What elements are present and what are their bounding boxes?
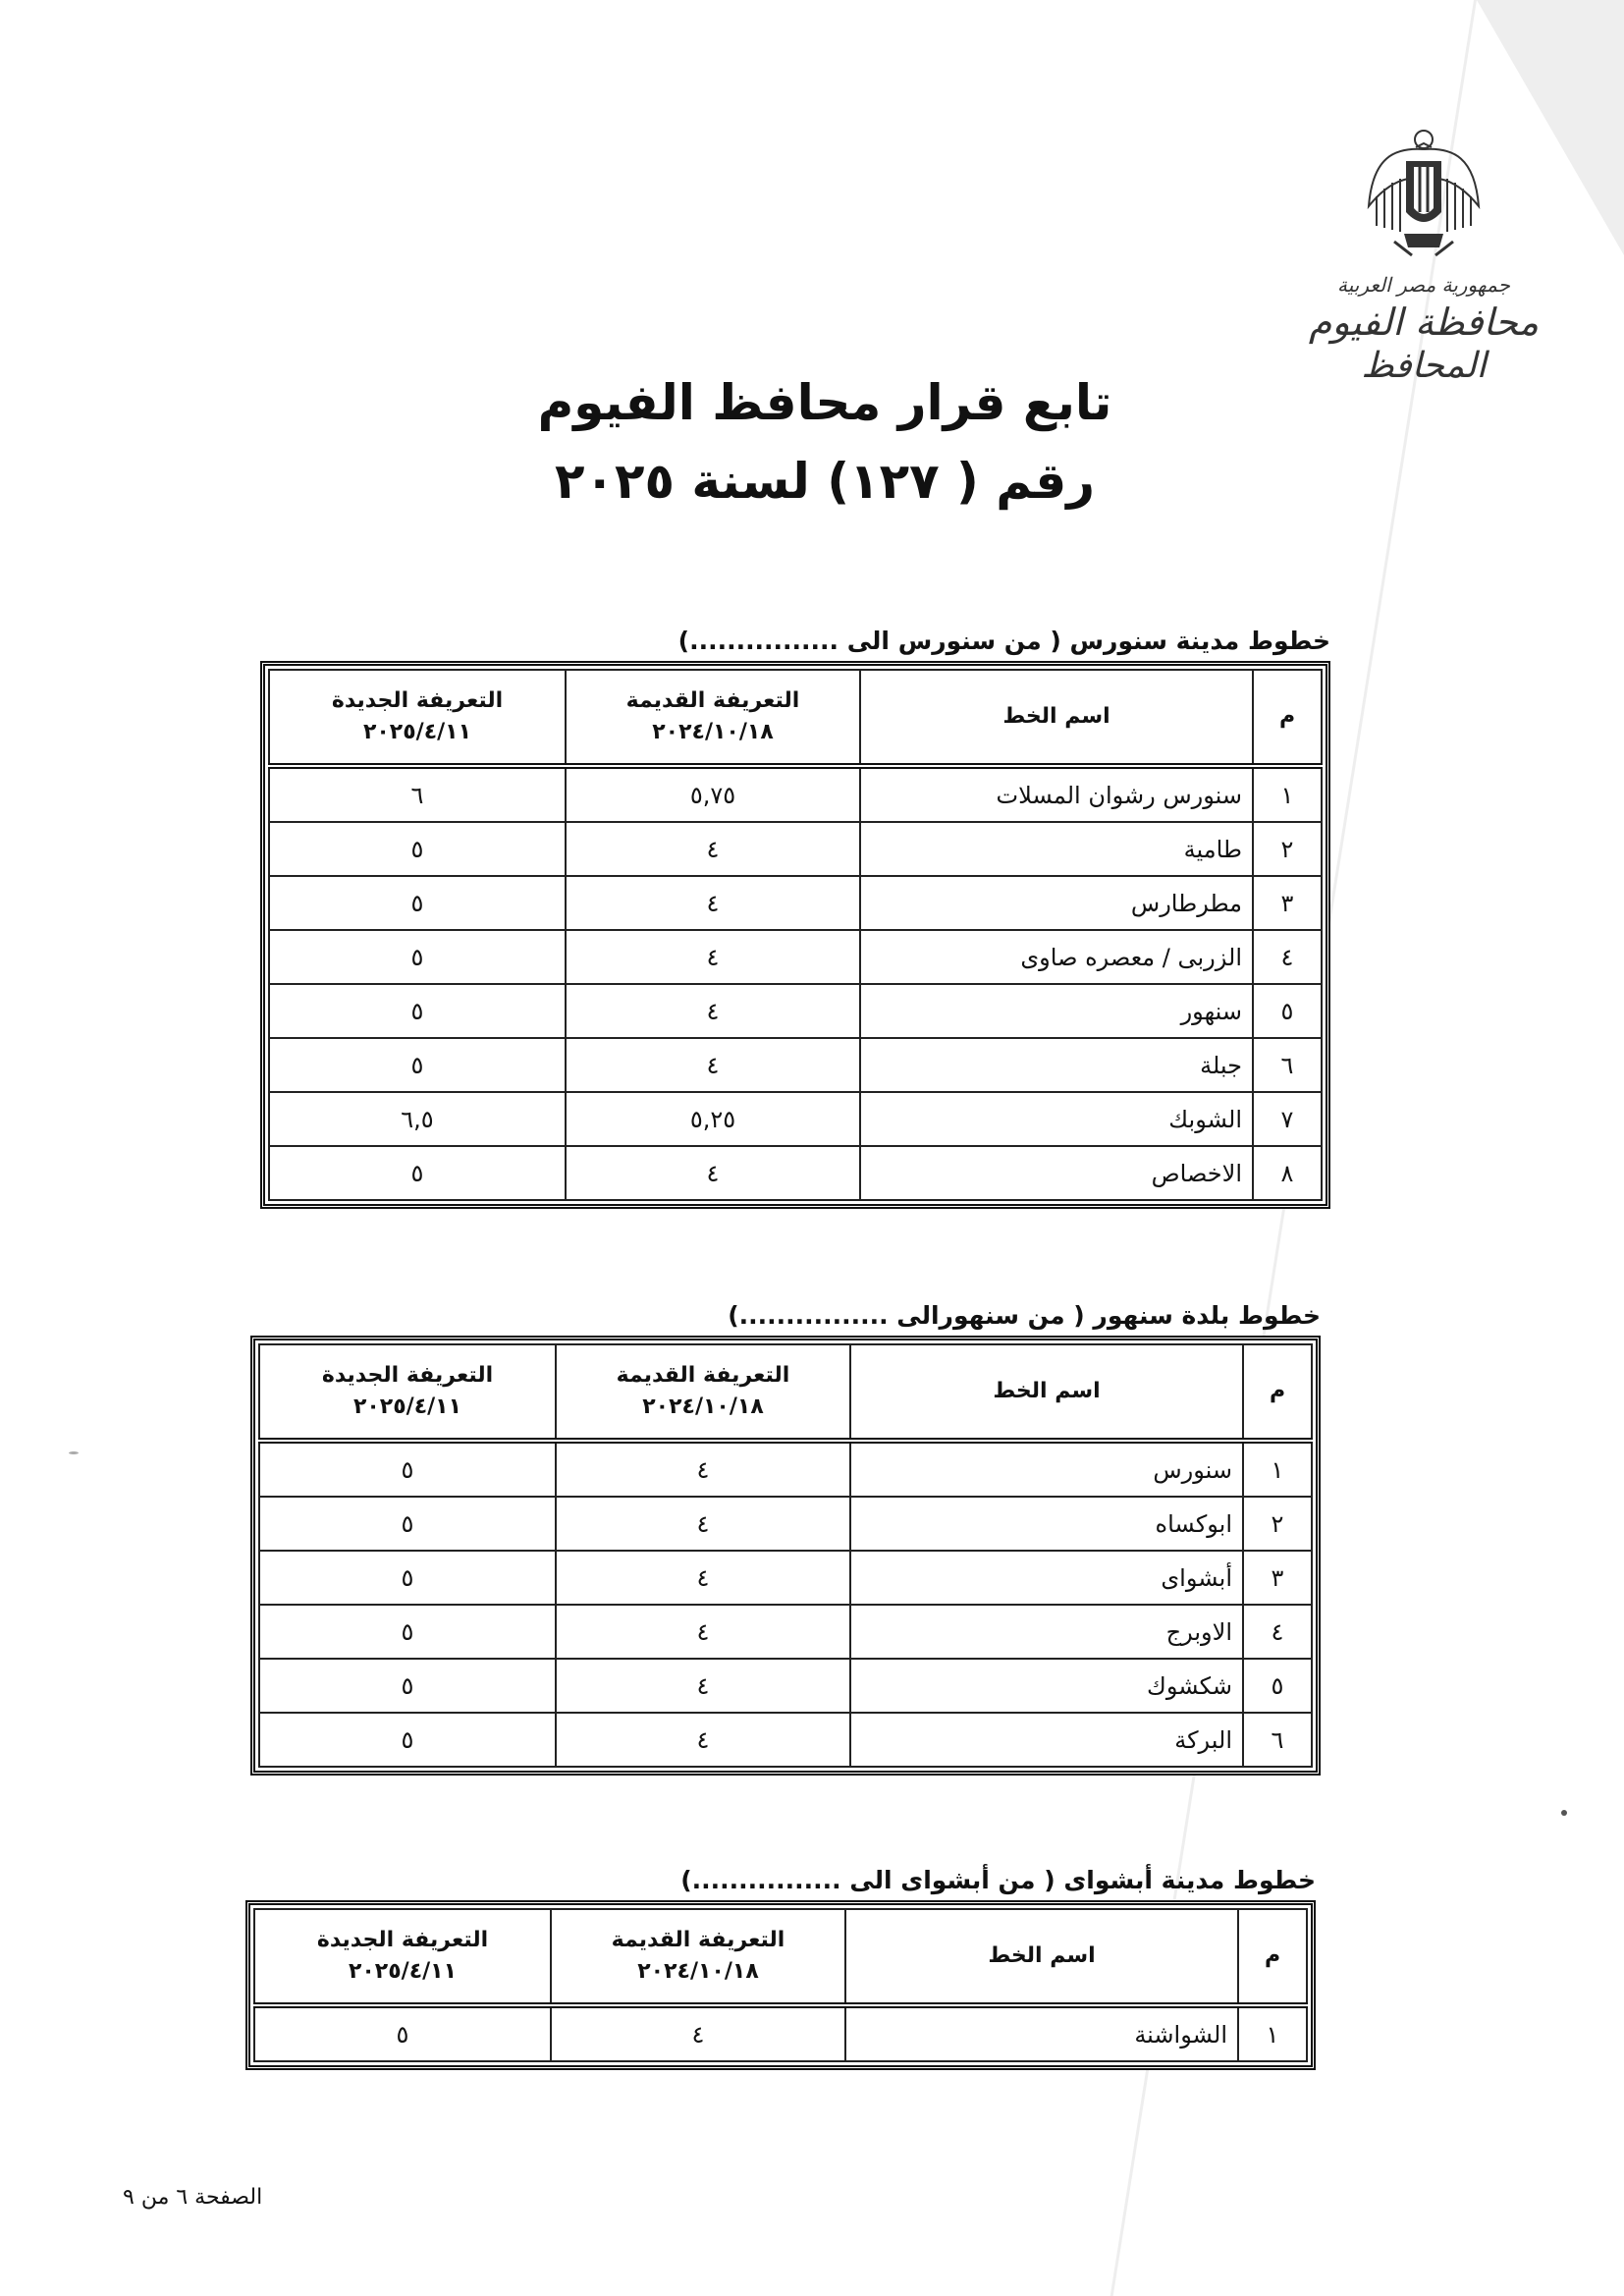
route-name: شكشوك xyxy=(850,1659,1243,1713)
row-num: ٤ xyxy=(1243,1605,1312,1659)
header-num: م xyxy=(1238,1909,1307,2005)
row-num: ٧ xyxy=(1253,1092,1322,1146)
section-ibshaway-city-routes xyxy=(245,1866,1316,2070)
table-row xyxy=(269,1092,1322,1146)
table-row xyxy=(269,984,1322,1038)
row-num: ٥ xyxy=(1243,1659,1312,1713)
old-fare: ٤ xyxy=(551,2005,845,2061)
new-fare: ٦ xyxy=(269,766,566,822)
route-name: مطرطارس xyxy=(860,876,1253,930)
table-header-row xyxy=(254,1909,1307,2005)
section-sanhour-city-routes xyxy=(260,627,1330,1209)
page-number: الصفحة ٦ من ٩ xyxy=(123,2185,263,2210)
old-fare: ٤ xyxy=(566,930,860,984)
old-fare: ٤ xyxy=(566,876,860,930)
table-row xyxy=(259,1605,1312,1659)
new-fare: ٥ xyxy=(259,1551,556,1605)
header-new-fare xyxy=(269,670,566,766)
old-fare: ٤ xyxy=(556,1497,850,1551)
new-fare: ٥ xyxy=(254,2005,551,2061)
route-name: سنورس رشوان المسلات xyxy=(860,766,1253,822)
new-fare: ٥ xyxy=(269,930,566,984)
header-old-fare-title: التعريفة القديمة xyxy=(616,1363,790,1388)
old-fare: ٥,٧٥ xyxy=(566,766,860,822)
section-heading: خطوط بلدة سنهور ( من سنهورالى ................) xyxy=(728,1301,1321,1330)
route-name: الزربى / معصره صاوى xyxy=(860,930,1253,984)
new-fare: ٥ xyxy=(269,876,566,930)
header-num: م xyxy=(1243,1344,1312,1441)
table-row xyxy=(269,766,1322,822)
new-fare: ٥ xyxy=(269,1038,566,1092)
rates-table-frame xyxy=(260,661,1330,1209)
table-row xyxy=(259,1497,1312,1551)
route-name: الشواشنة xyxy=(845,2005,1238,2061)
row-num: ٣ xyxy=(1243,1551,1312,1605)
header-num: م xyxy=(1253,670,1322,766)
rates-table xyxy=(258,1343,1313,1768)
header-old-fare xyxy=(556,1344,850,1441)
letterhead-country: جمهورية مصر العربية xyxy=(1337,273,1510,297)
table-row xyxy=(269,1146,1322,1200)
route-name: الاخصاص xyxy=(860,1146,1253,1200)
header-old-fare-title: التعريفة القديمة xyxy=(611,1928,785,1952)
header-old-fare xyxy=(551,1909,845,2005)
rates-table-frame xyxy=(250,1336,1321,1776)
old-fare: ٤ xyxy=(566,1038,860,1092)
row-num: ١ xyxy=(1253,766,1322,822)
header-new-fare-title: التعريفة الجديدة xyxy=(316,1928,489,1952)
route-name: البركة xyxy=(850,1713,1243,1767)
letterhead xyxy=(1306,118,1542,432)
rates-table xyxy=(268,669,1323,1201)
header-new-fare xyxy=(254,1909,551,2005)
table-row xyxy=(259,1713,1312,1767)
route-name: جبلة xyxy=(860,1038,1253,1092)
new-fare: ٥ xyxy=(269,822,566,876)
new-fare: ٥ xyxy=(259,1659,556,1713)
row-num: ٢ xyxy=(1253,822,1322,876)
table-row xyxy=(269,876,1322,930)
header-old-fare-date: ٢٠٢٤/١٠/١٨ xyxy=(652,720,774,744)
new-fare: ٥ xyxy=(259,1497,556,1551)
row-num: ٤ xyxy=(1253,930,1322,984)
route-name: الشوبك xyxy=(860,1092,1253,1146)
new-fare: ٥ xyxy=(259,1605,556,1659)
table-row xyxy=(269,930,1322,984)
route-name: ابوكساه xyxy=(850,1497,1243,1551)
header-new-fare-title: التعريفة الجديدة xyxy=(321,1363,494,1388)
route-name: سنهور xyxy=(860,984,1253,1038)
new-fare: ٥ xyxy=(269,1146,566,1200)
route-name: أبشواى xyxy=(850,1551,1243,1605)
table-row xyxy=(254,2005,1307,2061)
route-name: سنورس xyxy=(850,1441,1243,1497)
section-heading: خطوط مدينة أبشواى ( من أبشواى الى ................) xyxy=(680,1866,1316,1894)
rates-table-frame xyxy=(245,1900,1316,2070)
table-row xyxy=(259,1441,1312,1497)
scan-speck xyxy=(1561,1810,1567,1816)
document-title xyxy=(471,363,1178,520)
header-route-name: اسم الخط xyxy=(860,670,1253,766)
egypt-eagle-emblem-icon xyxy=(1365,118,1483,265)
table-row xyxy=(269,822,1322,876)
old-fare: ٤ xyxy=(566,1146,860,1200)
title-line-2: رقم ( ١٢٧) لسنة ٢٠٢٥ xyxy=(554,453,1096,510)
header-new-fare xyxy=(259,1344,556,1441)
old-fare: ٤ xyxy=(556,1659,850,1713)
letterhead-office: المحافظ xyxy=(1361,346,1487,386)
table-header-row xyxy=(259,1344,1312,1441)
table-row xyxy=(259,1659,1312,1713)
header-new-fare-date: ٢٠٢٥/٤/١١ xyxy=(352,1394,462,1419)
old-fare: ٤ xyxy=(556,1551,850,1605)
table-row xyxy=(269,1038,1322,1092)
old-fare: ٤ xyxy=(556,1605,850,1659)
header-old-fare-date: ٢٠٢٤/١٠/١٨ xyxy=(642,1394,764,1419)
header-new-fare-date: ٢٠٢٥/٤/١١ xyxy=(362,720,472,744)
old-fare: ٤ xyxy=(566,822,860,876)
row-num: ٢ xyxy=(1243,1497,1312,1551)
scan-speck xyxy=(69,1451,79,1454)
row-num: ١ xyxy=(1243,1441,1312,1497)
new-fare: ٥ xyxy=(259,1441,556,1497)
old-fare: ٤ xyxy=(556,1713,850,1767)
section-sanhour-village-routes xyxy=(250,1301,1321,1776)
old-fare: ٤ xyxy=(556,1441,850,1497)
route-name: طامية xyxy=(860,822,1253,876)
header-old-fare-date: ٢٠٢٤/١٠/١٨ xyxy=(637,1959,759,1984)
header-route-name: اسم الخط xyxy=(845,1909,1238,2005)
title-line-1: تابع قرار محافظ الفيوم xyxy=(537,374,1112,431)
header-old-fare xyxy=(566,670,860,766)
row-num: ٣ xyxy=(1253,876,1322,930)
old-fare: ٥,٢٥ xyxy=(566,1092,860,1146)
row-num: ٨ xyxy=(1253,1146,1322,1200)
new-fare: ٥ xyxy=(269,984,566,1038)
rates-table xyxy=(253,1908,1308,2062)
table-header-row xyxy=(269,670,1322,766)
new-fare: ٥ xyxy=(259,1713,556,1767)
header-new-fare-date: ٢٠٢٥/٤/١١ xyxy=(348,1959,458,1984)
row-num: ١ xyxy=(1238,2005,1307,2061)
letterhead-governorate: محافظة الفيوم xyxy=(1308,301,1540,344)
row-num: ٥ xyxy=(1253,984,1322,1038)
row-num: ٦ xyxy=(1243,1713,1312,1767)
old-fare: ٤ xyxy=(566,984,860,1038)
route-name: الاوبرج xyxy=(850,1605,1243,1659)
header-route-name: اسم الخط xyxy=(850,1344,1243,1441)
header-old-fare-title: التعريفة القديمة xyxy=(625,688,800,713)
row-num: ٦ xyxy=(1253,1038,1322,1092)
header-new-fare-title: التعريفة الجديدة xyxy=(331,688,504,713)
section-heading: خطوط مدينة سنورس ( من سنورس الى ................) xyxy=(677,627,1330,655)
new-fare: ٦,٥ xyxy=(269,1092,566,1146)
table-row xyxy=(259,1551,1312,1605)
